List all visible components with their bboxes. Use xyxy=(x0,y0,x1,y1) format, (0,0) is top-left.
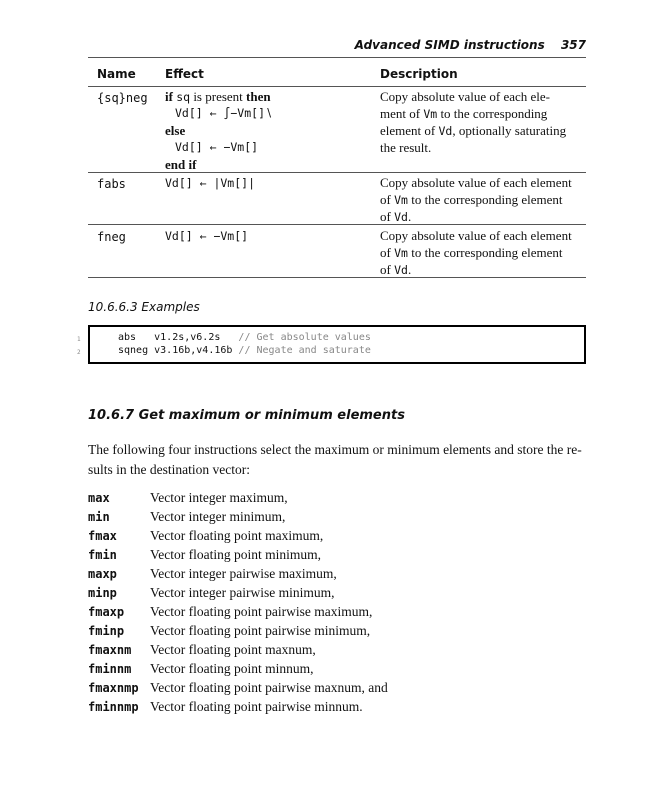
code-listing xyxy=(88,325,586,364)
definition-term: max xyxy=(88,491,110,505)
definition-description: Vector floating point minnum, xyxy=(150,661,314,676)
definition-description: Vector floating point maxnum, xyxy=(150,642,316,657)
definition-description: Vector floating point pairwise minnum. xyxy=(150,699,363,714)
code-vm: Vm xyxy=(394,246,408,260)
code-args: v3.16b,v4.16b xyxy=(148,345,239,356)
table-row-name: fneg xyxy=(97,230,126,244)
keyword-else: else xyxy=(165,123,186,138)
code-vm: Vm xyxy=(423,107,438,121)
definition-description: Vector floating point maximum, xyxy=(150,528,324,543)
header-rule xyxy=(88,57,586,58)
code-op: sqneg xyxy=(118,345,149,356)
keyword-if: if xyxy=(165,89,173,104)
table-row-description xyxy=(380,227,586,278)
description-text: of xyxy=(380,245,391,260)
definition-description: Vector floating point pairwise maximum, xyxy=(150,604,373,619)
description-text: ment of xyxy=(380,106,421,121)
row-rule xyxy=(88,224,586,225)
description-text: . xyxy=(407,262,412,277)
description-text: . xyxy=(407,209,412,224)
description-text: to the corresponding element xyxy=(411,245,563,260)
row-rule xyxy=(88,172,586,173)
definition-term: minp xyxy=(88,586,117,600)
running-head xyxy=(355,38,586,52)
page-number: 357 xyxy=(560,38,586,52)
code-vd: Vd xyxy=(438,124,453,138)
definition-term: fmax xyxy=(88,529,117,543)
definition-description: Vector floating point pairwise minimum, xyxy=(150,623,371,638)
table-row-name: fabs xyxy=(97,177,126,191)
definition-description: Vector floating point minimum, xyxy=(150,547,321,562)
table-row-effect: Vd[] ← −Vm[] xyxy=(165,229,249,243)
description-text: element of xyxy=(380,123,436,138)
definition-term: fmaxp xyxy=(88,605,125,619)
definition-description: Vector integer minimum, xyxy=(150,509,286,524)
table-row-description xyxy=(380,88,586,156)
definition-description: Vector integer maximum, xyxy=(150,490,288,505)
table-row-effect: Vd[] ← |Vm[]| xyxy=(165,176,256,190)
table-row-effect xyxy=(165,88,272,173)
code-line xyxy=(118,345,371,356)
definition-description: Vector floating point pairwise maxnum, and xyxy=(150,680,388,695)
definition-term: fmin xyxy=(88,548,117,562)
effect-saturating-expr: Vd[] ← ∫−Vm[]∖ xyxy=(175,106,273,120)
section-paragraph: The following four instructions select the maximum or minimum elements and store the re-sults in the destination vector: xyxy=(88,442,582,477)
code-vm: Vm xyxy=(394,193,408,207)
description-line: Copy absolute value of each element xyxy=(380,175,572,190)
examples-heading: 10.6.6.3 Examples xyxy=(88,300,200,314)
code-vd: Vd xyxy=(394,210,408,224)
table-header-rule xyxy=(88,86,586,87)
keyword-end-if: end if xyxy=(165,157,197,172)
definition-term: fmaxnm xyxy=(88,643,132,657)
running-head-title: Advanced SIMD instructions xyxy=(354,38,545,52)
definition-term: fmaxnmp xyxy=(88,681,139,695)
definition-term: fminp xyxy=(88,624,125,638)
effect-text: is present xyxy=(193,89,243,104)
definition-term: maxp xyxy=(88,567,117,581)
description-text: of xyxy=(380,209,391,224)
code-line xyxy=(118,332,371,343)
section-heading: 10.6.7 Get maximum or minimum elements xyxy=(88,408,405,423)
code-line-number: 2 xyxy=(77,349,81,356)
column-header-description: Description xyxy=(380,67,458,81)
definition-term: min xyxy=(88,510,110,524)
effect-negate-expr: Vd[] ← −Vm[] xyxy=(175,140,259,154)
code-vd: Vd xyxy=(394,263,408,277)
description-line: Copy absolute value of each ele- xyxy=(380,89,551,104)
description-text: of xyxy=(380,262,391,277)
description-line: the result. xyxy=(380,140,432,155)
table-row-name: {sq}neg xyxy=(97,91,148,105)
table-bottom-rule xyxy=(88,277,586,278)
code-comment: // Negate and saturate xyxy=(238,345,371,356)
description-line: Copy absolute value of each element xyxy=(380,228,572,243)
definition-description: Vector integer pairwise maximum, xyxy=(150,566,337,581)
code-sq: sq xyxy=(176,90,191,104)
description-text: of xyxy=(380,192,391,207)
description-text: to the corresponding xyxy=(440,106,548,121)
column-header-effect: Effect xyxy=(165,67,204,81)
code-line-number: 1 xyxy=(77,336,81,343)
code-args: v1.2s,v6.2s xyxy=(148,332,239,343)
table-row-description xyxy=(380,174,586,225)
description-text: to the corresponding element xyxy=(411,192,563,207)
code-op: abs xyxy=(118,332,149,343)
code-comment: // Get absolute values xyxy=(238,332,371,343)
keyword-then: then xyxy=(246,89,271,104)
definition-description: Vector integer pairwise minimum, xyxy=(150,585,335,600)
definition-term: fminnm xyxy=(88,662,132,676)
column-header-name: Name xyxy=(97,67,136,81)
description-text: , optionally saturating xyxy=(452,123,567,138)
definition-term: fminnmp xyxy=(88,700,139,714)
